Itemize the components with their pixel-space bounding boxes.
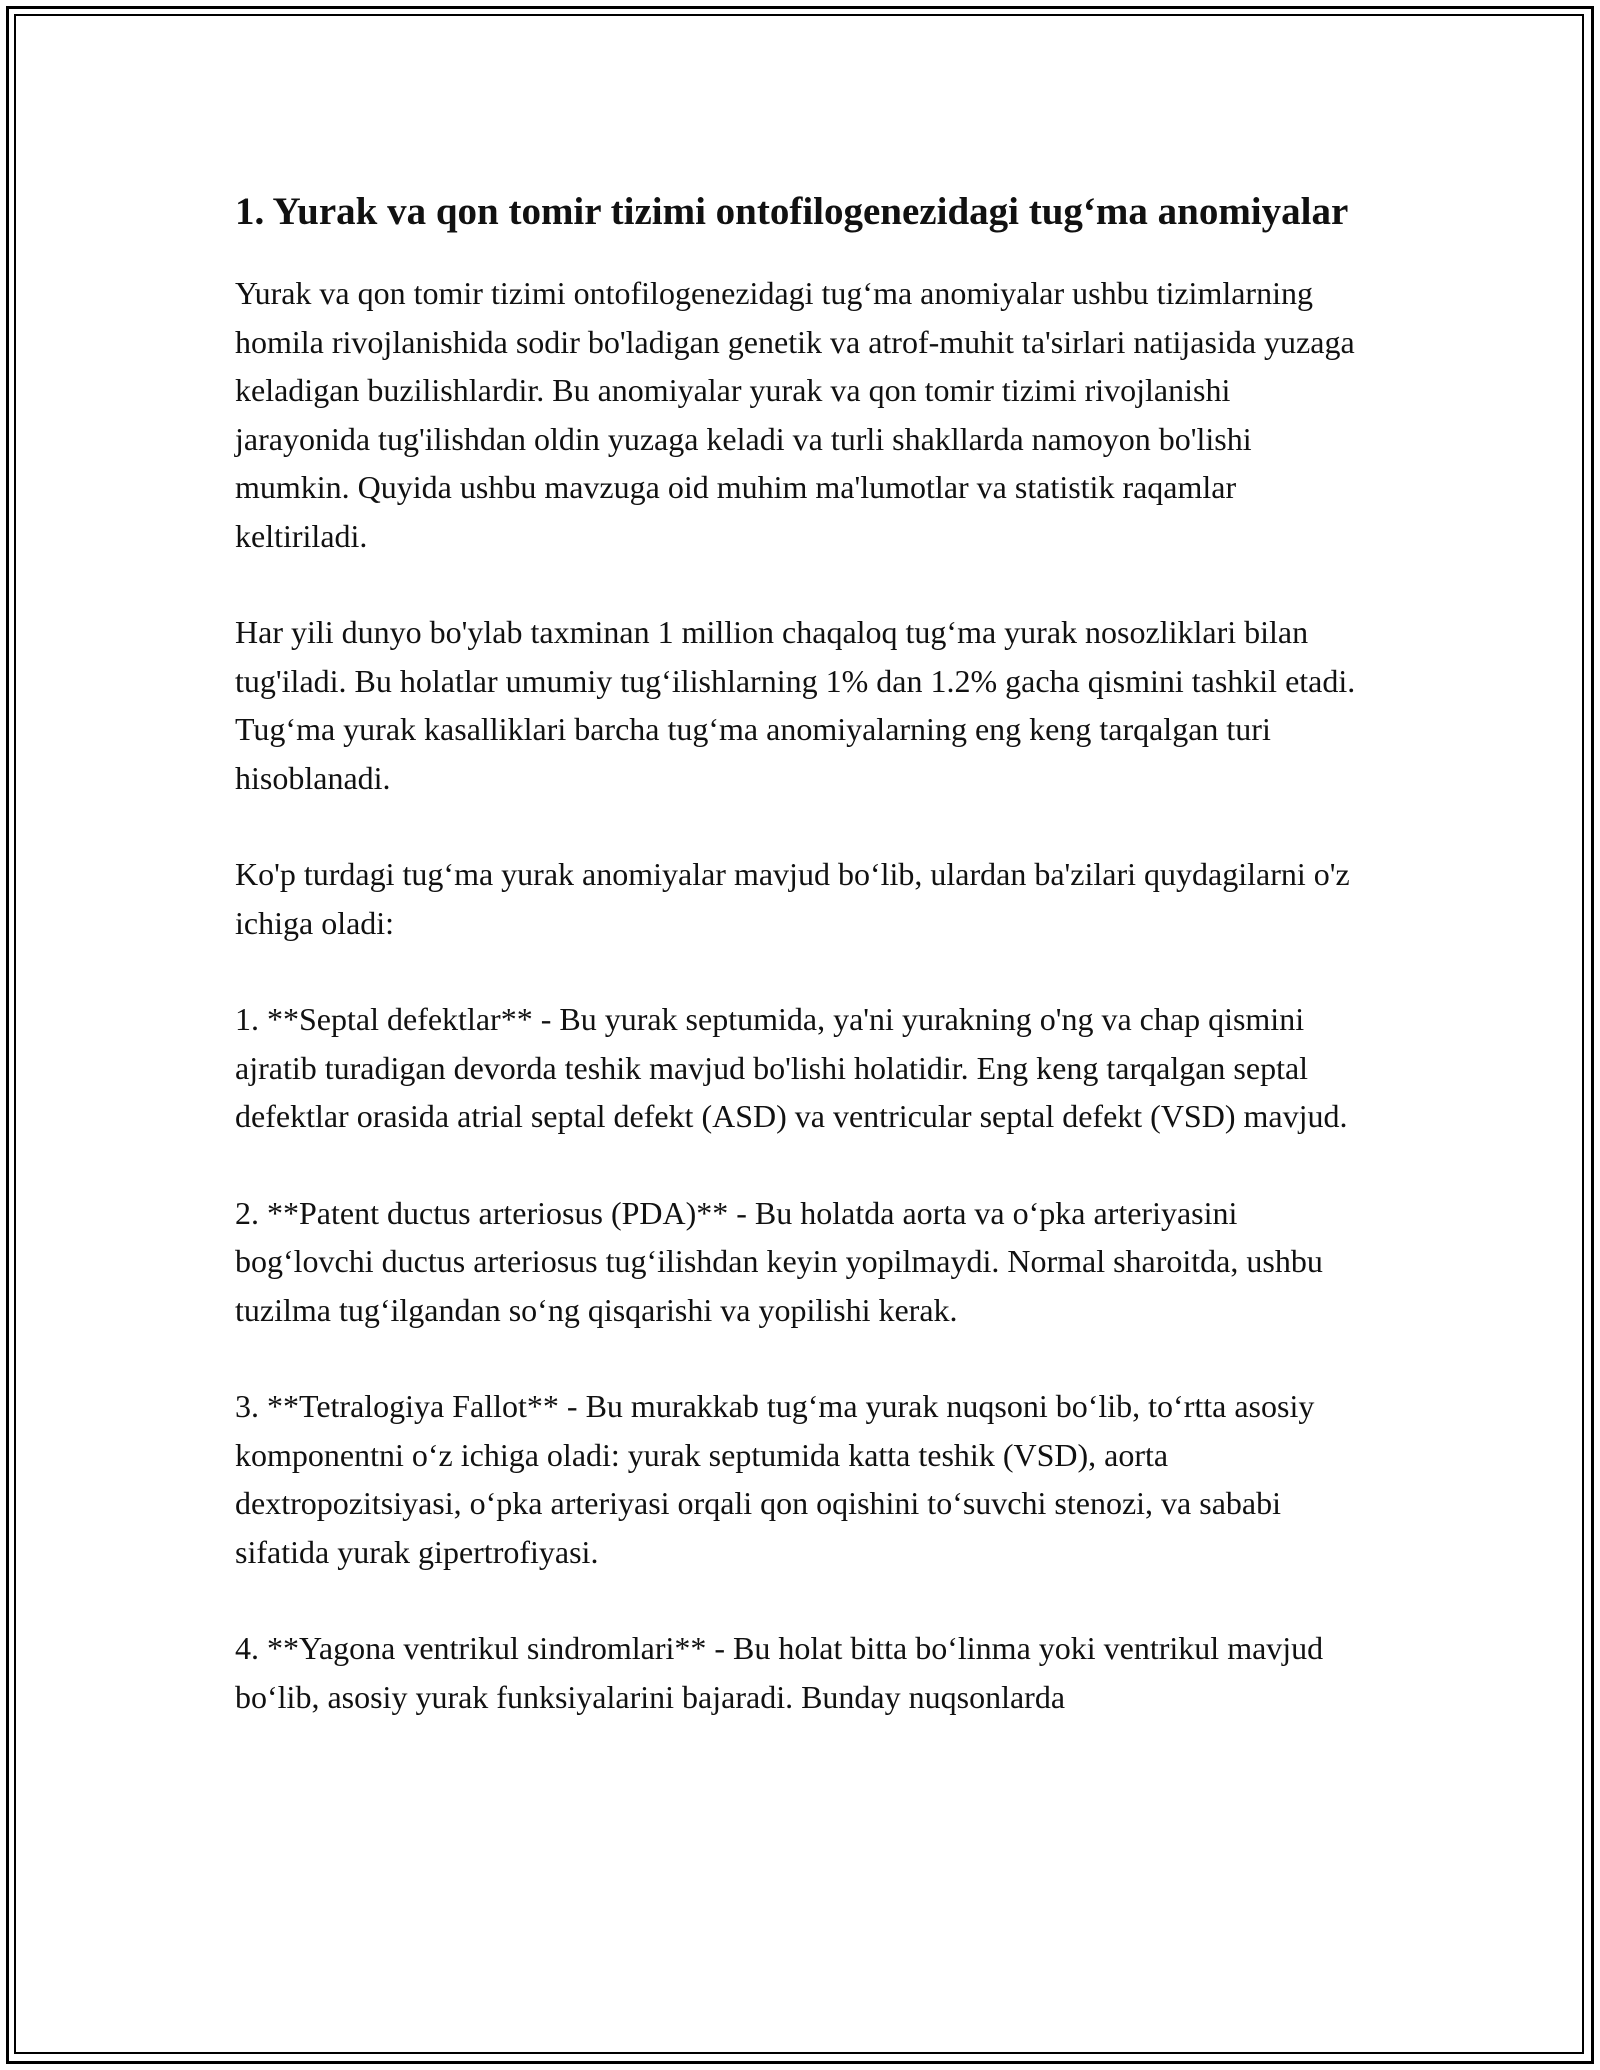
paragraph-statistics: Har yili dunyo bo'ylab taxminan 1 million chaqaloq tug‘ma yurak nosozliklari bilan tug'iladi. Bu holatlar umumiy tug‘ilishlarning 1% dan 1.2% gacha qismini tashkil etadi. Tug‘ma yurak kasalliklari barcha tug‘ma anomiyalarning eng keng tarqalgan turi hisoblanadi. bbox=[235, 614, 1356, 796]
list-item-pda: 2. **Patent ductus arteriosus (PDA)** - Bu holatda aorta va o‘pka arteriyasini bog‘lovchi ductus arteriosus tug‘ilishdan keyin yopilmaydi. Normal sharoitda, ushbu tuzilma tug‘ilgandan so‘ng qisqarishi va yopilishi kerak. bbox=[235, 1194, 1323, 1328]
list-item-tetralogy-fallot: 3. **Tetralogiya Fallot** - Bu murakkab tug‘ma yurak nuqsoni bo‘lib, to‘rtta asosiy komponentni o‘z ichiga oladi: yurak septumida katta teshik (VSD), aorta dextropozitsiyasi, o‘pka arteriyasi orqali qon oqishini to‘suvchi stenozi, va sababi sifatida yurak gipertrofiyasi. bbox=[235, 1388, 1315, 1570]
section-heading: 1. Yurak va qon tomir tizimi ontofilogenezidagi tug‘ma anomiyalar bbox=[235, 190, 1349, 233]
paragraph-intro: Yurak va qon tomir tizimi ontofilogenezidagi tug‘ma anomiyalar ushbu tizimlarning homila rivojlanishida sodir bo'ladigan genetik va atrof-muhit ta'sirlari natijasida yuzaga keladigan buzilishlardir. Bu anomiyalar yurak va qon tomir tizimi rivojlanishi jarayonida tug'ilishdan oldin yuzaga keladi va turli shakllarda namoyon bo'lishi mumkin. Quyida ushbu mavzuga oid muhim ma'lumotlar va statistik raqamlar keltiriladi. bbox=[235, 275, 1355, 554]
list-item-septal-defects: 1. **Septal defektlar** - Bu yurak septumida, ya'ni yurakning o'ng va chap qismini ajratib turadigan devorda teshik mavjud bo'lishi holatidir. Eng keng tarqalgan septal defektlar orasida atrial septal defekt (ASD) va ventricular septal defekt (VSD) mavjud. bbox=[235, 1001, 1348, 1134]
document-body bbox=[235, 185, 1365, 1769]
paragraph-list-intro: Ko'p turdagi tug‘ma yurak anomiyalar mavjud bo‘lib, ulardan ba'zilari quydagilarni o'z ichiga oladi: bbox=[235, 856, 1350, 941]
list-item-single-ventricle: 4. **Yagona ventrikul sindromlari** - Bu holat bitta bo‘linma yoki ventrikul mavjud bo‘lib, asosiy yurak funksiyalarini bajaradi. Bunday nuqsonlarda bbox=[235, 1630, 1324, 1715]
